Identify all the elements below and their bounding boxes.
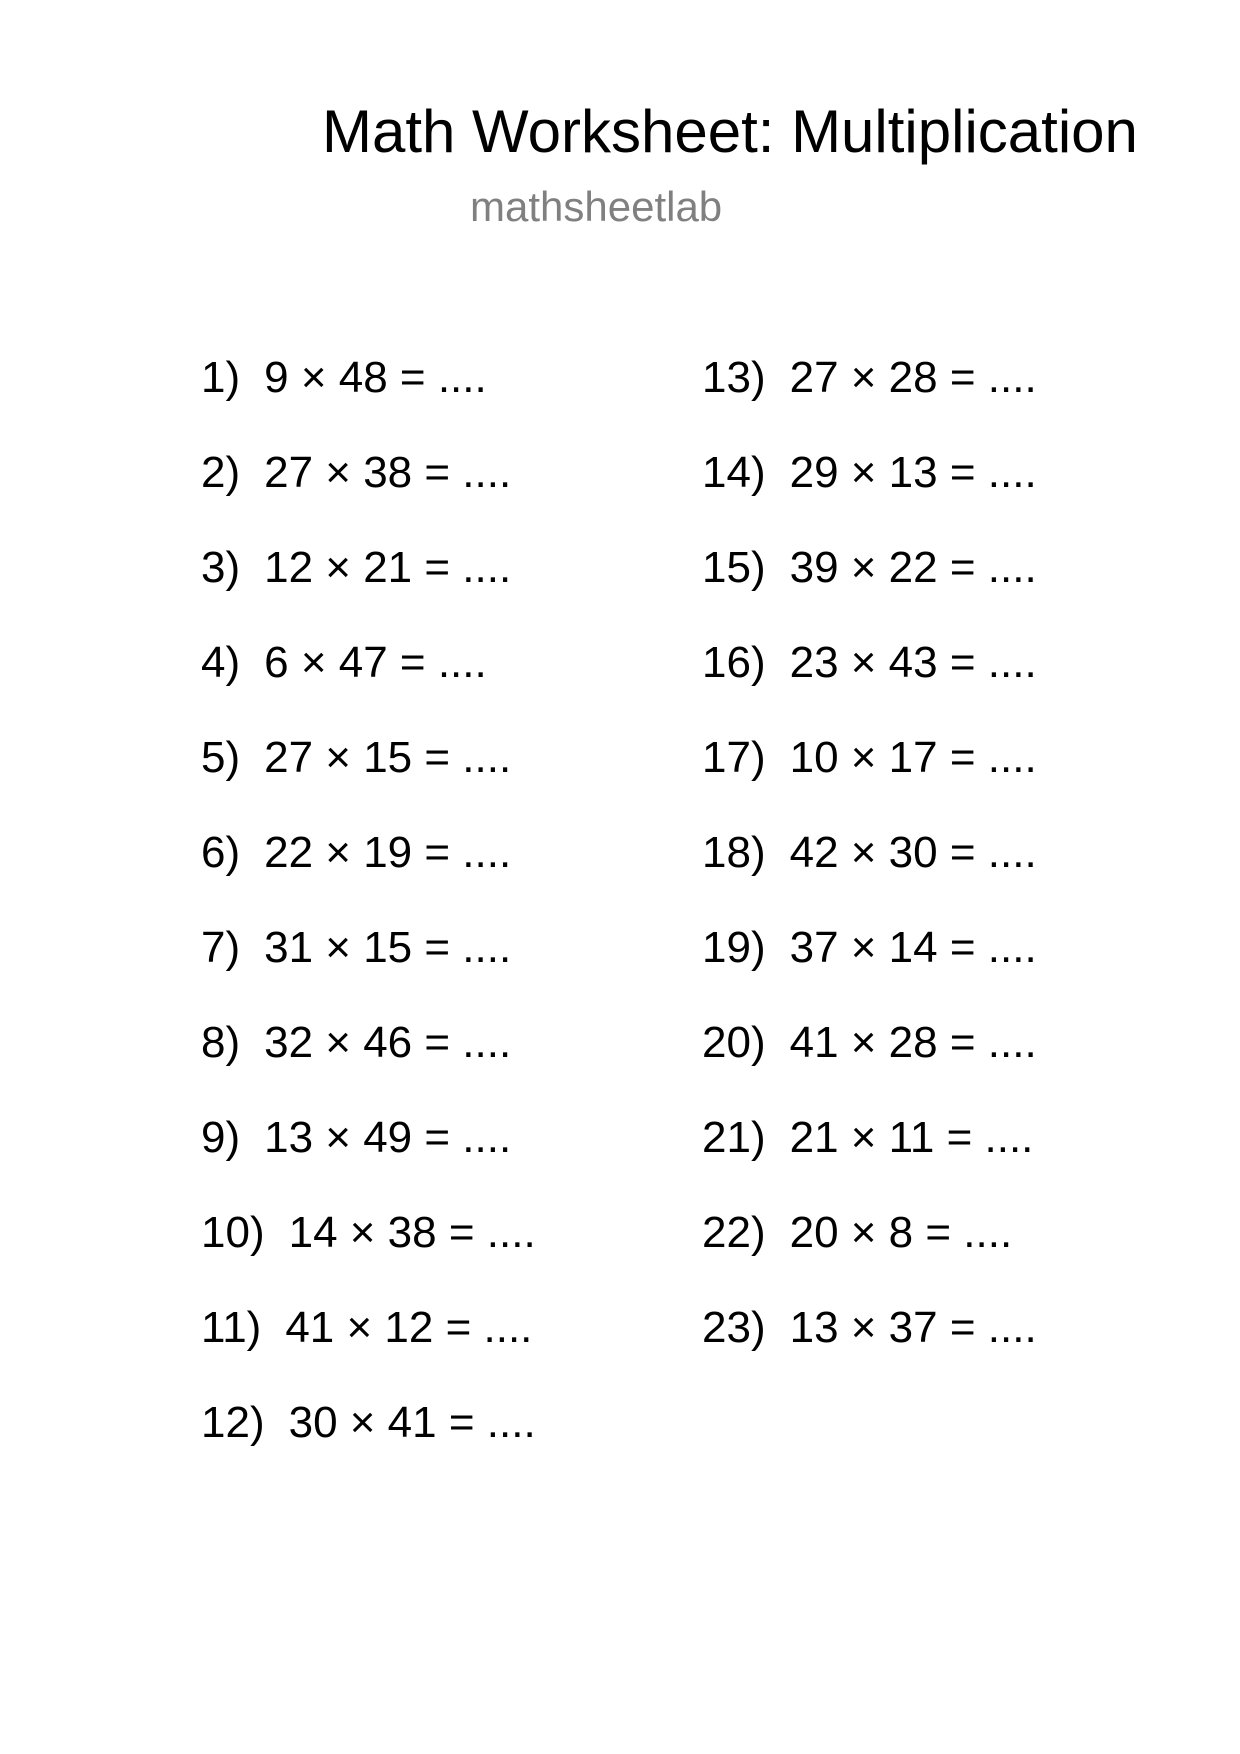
problem-item: [201, 542, 536, 637]
problem-number: 12): [201, 1398, 265, 1447]
problem-item: [201, 732, 536, 827]
problem-number: 10): [201, 1208, 265, 1257]
problem-expression: 31 × 15 = ....: [264, 923, 512, 972]
problem-number: 21): [702, 1113, 766, 1162]
problem-number: 19): [702, 923, 766, 972]
problem-item: [702, 1207, 1037, 1302]
problem-number: 5): [201, 733, 241, 782]
problem-item: [201, 447, 536, 542]
problem-item: [702, 1017, 1037, 1112]
problem-expression: 41 × 28 = ....: [789, 1018, 1037, 1067]
problem-item: [201, 1397, 536, 1492]
worksheet-title: Math Worksheet: Multiplication: [322, 98, 1138, 165]
problem-item: [201, 1207, 536, 1302]
problem-expression: 9 × 48 = ....: [264, 353, 487, 402]
problem-item: [201, 352, 536, 447]
problem-number: 20): [702, 1018, 766, 1067]
problem-number: 9): [201, 1113, 241, 1162]
problem-expression: 6 × 47 = ....: [264, 638, 487, 687]
problem-expression: 27 × 38 = ....: [264, 448, 512, 497]
problem-number: 8): [201, 1018, 241, 1067]
problem-expression: 20 × 8 = ....: [789, 1208, 1013, 1257]
problem-item: [702, 447, 1037, 542]
problem-item: [702, 542, 1037, 637]
problem-number: 18): [702, 828, 766, 877]
problem-list-left: [201, 352, 536, 1492]
problem-item: [702, 1302, 1037, 1397]
problem-expression: 27 × 28 = ....: [789, 353, 1037, 402]
problem-number: 14): [702, 448, 766, 497]
problem-number: 23): [702, 1303, 766, 1352]
problem-number: 16): [702, 638, 766, 687]
problem-item: [201, 1302, 536, 1397]
problem-number: 13): [702, 353, 766, 402]
problem-expression: 30 × 41 = ....: [288, 1398, 536, 1447]
problem-item: [201, 922, 536, 1017]
problem-number: 6): [201, 828, 241, 877]
problem-item: [702, 732, 1037, 827]
problem-expression: 29 × 13 = ....: [789, 448, 1037, 497]
problem-expression: 37 × 14 = ....: [789, 923, 1037, 972]
problem-number: 17): [702, 733, 766, 782]
problem-number: 7): [201, 923, 241, 972]
problem-item: [702, 1112, 1037, 1207]
problem-expression: 13 × 37 = ....: [789, 1303, 1037, 1352]
problem-expression: 32 × 46 = ....: [264, 1018, 512, 1067]
problem-number: 11): [201, 1303, 262, 1352]
problem-number: 15): [702, 543, 766, 592]
problem-expression: 39 × 22 = ....: [789, 543, 1037, 592]
problem-item: [201, 1112, 536, 1207]
problem-number: 22): [702, 1208, 766, 1257]
problem-expression: 23 × 43 = ....: [789, 638, 1037, 687]
problem-item: [702, 637, 1037, 732]
problem-expression: 27 × 15 = ....: [264, 733, 512, 782]
problem-item: [201, 637, 536, 732]
problem-number: 4): [201, 638, 241, 687]
problem-expression: 13 × 49 = ....: [264, 1113, 512, 1162]
problem-expression: 14 × 38 = ....: [288, 1208, 536, 1257]
problem-expression: 10 × 17 = ....: [789, 733, 1037, 782]
problem-expression: 42 × 30 = ....: [789, 828, 1037, 877]
problem-number: 3): [201, 543, 241, 592]
problem-list-right: [702, 352, 1037, 1397]
problem-expression: 41 × 12 = ....: [285, 1303, 533, 1352]
problem-expression: 22 × 19 = ....: [264, 828, 512, 877]
problem-item: [201, 1017, 536, 1112]
problem-item: [201, 827, 536, 922]
problem-number: 1): [201, 353, 241, 402]
problem-item: [702, 922, 1037, 1017]
problem-item: [702, 352, 1037, 447]
problem-number: 2): [201, 448, 241, 497]
worksheet-source: mathsheetlab: [470, 183, 723, 230]
problem-expression: 12 × 21 = ....: [264, 543, 512, 592]
problem-expression: 21 × 11 = ....: [789, 1113, 1034, 1162]
problem-item: [702, 827, 1037, 922]
